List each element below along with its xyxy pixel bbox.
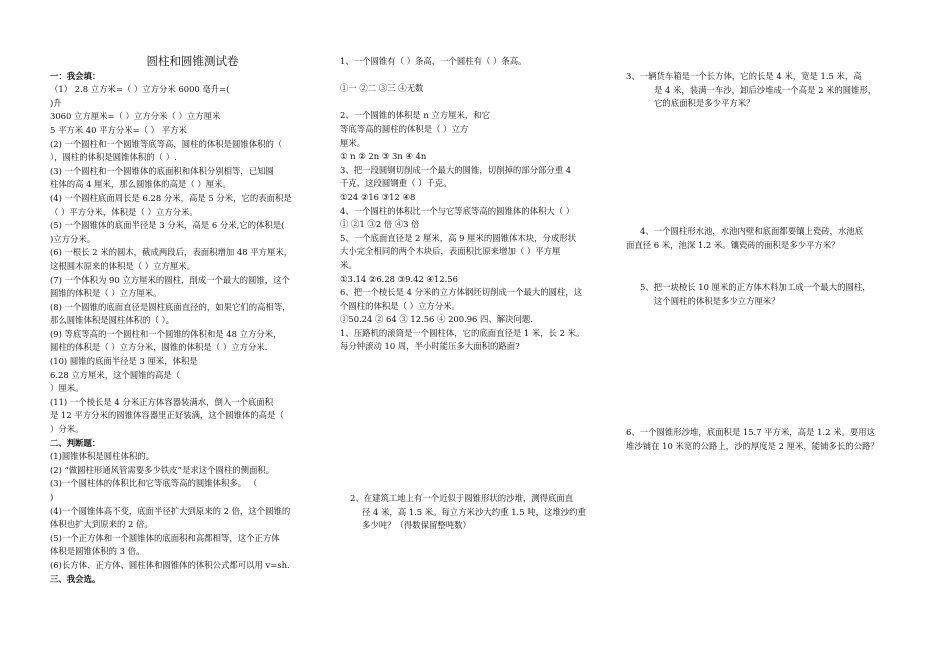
choose-q2-options: ① n ② 2n ③ 3n ④ 4n [340, 151, 427, 162]
fill-q4-line1: (4) 一个圆柱底面周长是 6.28 分米，高是 5 分米，它的表面积是 [50, 192, 292, 203]
solve-q1-line2: 每分钟滚动 10 周，半小时能压多大面积的路面? [340, 341, 520, 352]
solve-q3-block [626, 70, 926, 111]
judge-q2: (2) “做圆柱形通风管需要多少铁皮”是求这个圆柱的侧面积。 [50, 464, 275, 475]
section-choose-heading: 三、我会选。 [50, 573, 101, 584]
fill-q6-line2: 这根圆木原来的体积是（ ）立方厘米。 [50, 260, 196, 271]
fill-q7-line1: (7) 一个体积为 90 立方厘米的圆柱，削成一个最大的圆锥，这个 [50, 274, 290, 285]
fill-q1-line2: )升 [50, 97, 62, 108]
solve-q2-line1: 2、在建筑工地上有一个近似于圆锥形状的沙堆，测得底面直 [350, 493, 574, 503]
solve-q3-line3: 它的底面积是多少平方米？ [654, 98, 755, 109]
judge-q4-line1: (4)一个圆锥体高不变，底面半径扩大到原来的 2 倍，这个圆锥的 [50, 505, 291, 516]
choose-q4-options: ① ②1 ③2 倍 ④3 倍 [340, 219, 420, 230]
spacer [340, 69, 625, 83]
fill-q6-line1: (6) 一根长 2 米的圆木，截成两段后，表面积增加 48 平方厘米， [50, 247, 293, 258]
judge-q5-line2: 体积是圆锥体积的 3 倍。 [50, 546, 145, 557]
fill-q11-line1: (11) 一个棱长是 4 分米正方体容器装满水，倒入一个底面积 [50, 396, 274, 407]
fill-q2-line2: ），圆柱的体积是圆锥体积的（ ）. [50, 152, 177, 163]
solve-q2-block [340, 492, 625, 533]
solve-q3-line2: 是 4 米，装满一车沙，卸后沙堆成一个高是 2 米的圆锥形， [654, 84, 877, 95]
solve-q5-line1: 5、把一块棱长 10 厘米的正方体木料加工成一个最大的圆柱， [640, 282, 871, 292]
fill-q8-line2: 那么圆锥体积是圆柱体积的（ ）。 [50, 315, 175, 326]
choose-q6-options-and-section4-heading: ①50.24 ② 64 ③ 12.56 ④ 200.96 四、解决问题. [340, 314, 533, 325]
choose-q3-options: ①24 ②16 ③12 ④8 [340, 191, 416, 202]
fill-q11-line2: 是 12 平方分米的圆锥体容器里正好装满，这个圆锥体的高是（ [50, 410, 284, 421]
fill-q10-line1: (10) 圆锥的底面半径是 3 厘米，体积是 [50, 356, 198, 367]
solve-q4-line1: 4、一个圆柱形水池，水池内壁和底面都要镶上瓷砖，水池底 [640, 226, 864, 236]
choose-q3-line2: 千克，这段圆钢重（ ）千克。 [340, 178, 452, 189]
solve-q2-line2: 径 4 米，高 1.5 米。每立方米沙大约重 1.5 吨，这堆沙约重 [362, 506, 586, 517]
fill-q10-line3: ）厘米。 [50, 383, 84, 394]
fill-q7-line2: 圆锥的体积是（ ）立方厘米。 [50, 288, 162, 299]
choose-q6-line1: 6、把一个棱长是 4 分米的立方体钢坯切削成一个最大的圆柱，这 [340, 287, 583, 298]
fill-q4-line2: （ ）平方分米，体积是（ ）立方分米。 [50, 206, 198, 217]
solve-q6-line1: 6、一个圆锥形沙堆，底面积是 15.7 平方米，高是 1.2 米。要用这 [626, 427, 875, 437]
solve-q6-line2: 堆沙铺在 10 米宽的公路上，沙的厚度是 2 厘米，能铺多长的公路？ [626, 440, 879, 451]
fill-q3-line1: (3) 一个圆柱和一个圆锥体的底面积和体积分别相等，已知圆 [50, 165, 274, 176]
solve-q6-block [626, 426, 926, 453]
choose-q2-line3: 厘米。 [340, 137, 366, 148]
choose-q5-line1: 5、一个底面直径是 2 厘米，高 9 厘米的圆锥体木块，分成形状 [340, 232, 577, 243]
fill-q8-line1: (8) 一个圆锥的底面直径是圆柱底面直径的，如果它们的高相等， [50, 301, 291, 312]
choose-q1-options: ①一 ②二 ③三 ④无数 [340, 83, 424, 94]
solve-q3-line1: 3、一辆货车箱是一个长方体，它的长是 4 米，宽是 1.5 米，高 [626, 71, 862, 81]
choose-q5-line2: 大小完全相同的两个木块后，表面积比原来增加（ ）平方厘 [340, 246, 561, 257]
section-judge-heading: 二、判断题： [50, 437, 101, 448]
judge-q6: (6)长方体、正方体、圆柱体和圆锥体的体积公式都可以用 v=sh. [50, 559, 290, 570]
choose-q4: 4、一个圆柱的体积比一个与它等底等高的圆锥体的体积大（ ） [340, 205, 575, 216]
section-fill-heading: 一：我会填： [50, 70, 101, 81]
solve-q4-line2: 面直径 6 米，池深 1.2 米。镶瓷砖的面积是多少平方米？ [626, 239, 840, 250]
fill-q9-line2: 圆柱的体积是（ ）立方分米，圆锥的体积是（ ）立方分米. [50, 342, 268, 353]
solve-q1-line1: 1、压路机的滚筒是一个圆柱体，它的底面直径是 1 米，长 2 米。 [340, 327, 585, 338]
fill-q1-line1: （1） 2.8 立方米=（ ）立方分米 6000 毫升=( [50, 84, 230, 95]
column-middle [340, 55, 625, 354]
judge-q1: (1)圆锥体积是圆柱体积的。 [50, 451, 154, 462]
choose-q5-line3: 米。 [340, 259, 357, 270]
page-title: 圆柱和圆锥测试卷 [146, 54, 239, 68]
choose-q1: 1、一个圆锥有（ ）条高，一个圆柱有（ ）条高。 [340, 56, 527, 66]
judge-q5-line1: (5)一个正方体和一个圆锥体的底面积和高都相等，这个正方体 [50, 532, 280, 543]
fill-q3-line2: 柱体的高 4 厘米，那么圆锥体的高是（ ）厘米。 [50, 179, 231, 190]
column-left [50, 55, 335, 586]
choose-q6-line2: 个圆柱的体积是（ ）立方分米。 [340, 300, 460, 311]
spacer [340, 96, 625, 110]
solve-q5-line2: 这个圆柱的体积是多少立方厘米？ [654, 295, 780, 306]
fill-q10-line2: 6.28 立方厘米，这个圆锥的高是（ [50, 369, 181, 380]
fill-q1-line3: 3060 立方厘米=（ ）立方分米（ ）立方厘米 [50, 111, 221, 122]
choose-q2-line1: 2、一个圆锥的体积是 n 立方厘米，和它 [340, 110, 491, 121]
choose-q5-options: ①3.14 ②6.28 ③9.42 ④12.56 [340, 273, 458, 284]
fill-q1-line4: 5 平方米 40 平方分米=（ ） 平方米 [50, 124, 187, 135]
solve-q5-block [626, 281, 926, 308]
judge-q4-line2: 体积也扩大到原来的 2 倍。 [50, 519, 153, 530]
solve-q4-block [626, 225, 926, 252]
fill-q2-line1: (2) 一个圆柱和一个圆锥等底等高，圆柱的体积是圆锥体积的（ [50, 138, 283, 149]
judge-q3-line2: ) [50, 492, 54, 502]
judge-q3-line1: (3)一个圆柱体的体积比和它等底等高的圆锥体积多。 （ [50, 478, 258, 489]
fill-q11-line3: ）分米。 [50, 424, 84, 435]
choose-q2-line2: 等底等高的圆柱的体积是（ ）立方 [340, 123, 469, 134]
fill-q5-line2: )立方分米。 [50, 233, 96, 244]
choose-q3-line1: 3、把一段圆钢切削成一个最大的圆锥，切削掉的部分部分重 4 [340, 164, 572, 175]
fill-q9-line1: (9) 等底等高的一个圆柱和一个圆锥的体积和是 48 立方分米， [50, 328, 282, 339]
solve-q2-line3: 多少吨？（得数保留整吨数） [362, 520, 471, 531]
fill-q5-line1: (5) 一个圆锥体的底面半径是 3 分米，高是 6 分米,它的体积是( [50, 220, 285, 231]
